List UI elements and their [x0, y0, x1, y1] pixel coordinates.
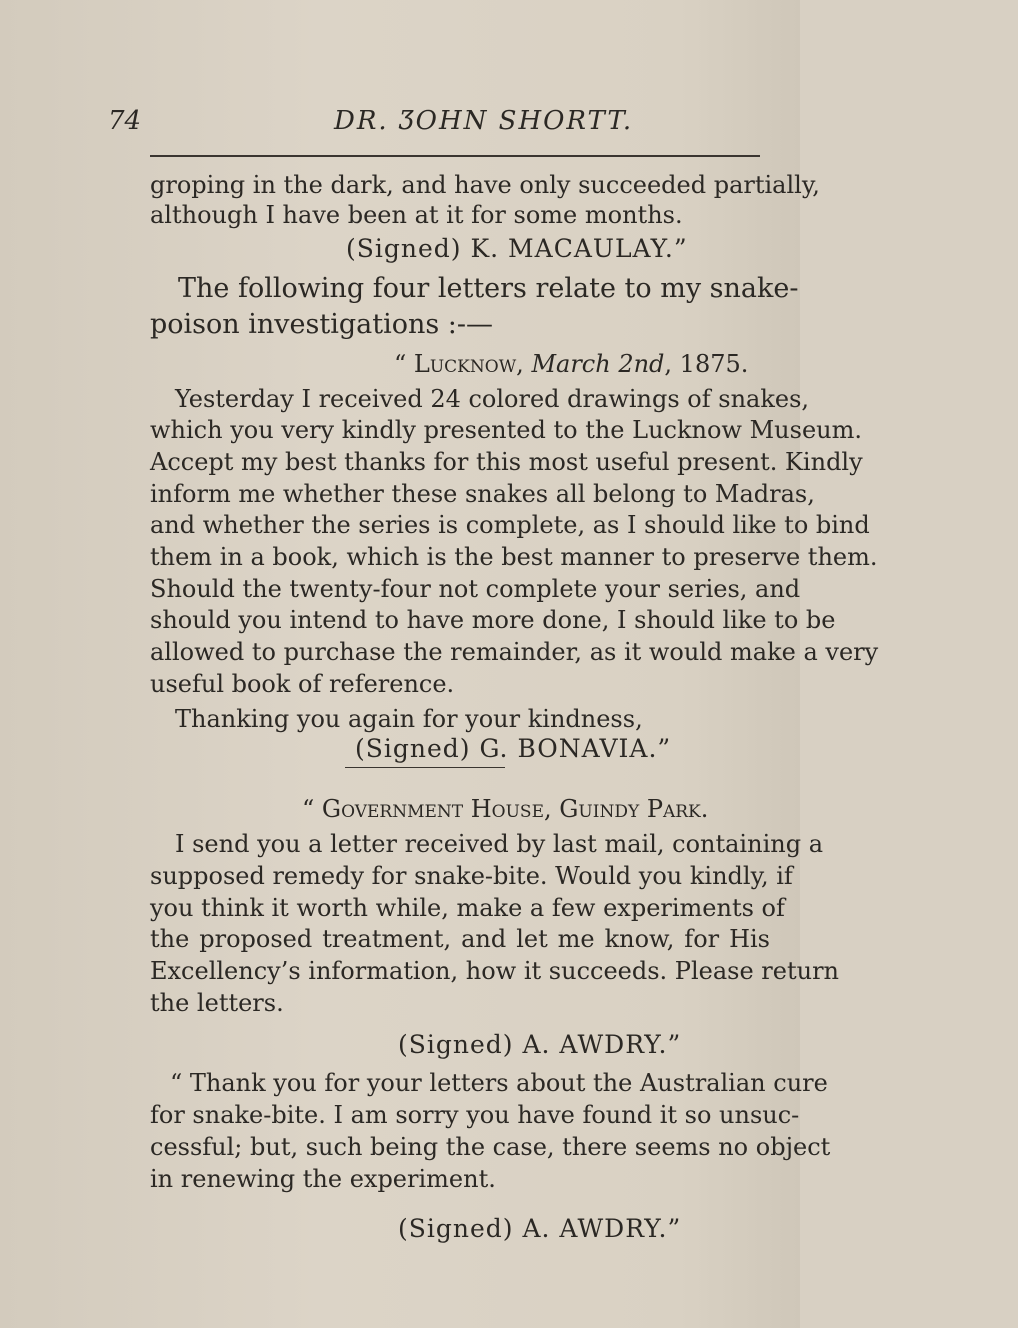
signature-bonavia: (Signed) G. BONAVIA.” — [355, 734, 672, 763]
text-line: Excellency’s information, how it succeeds. Please return — [150, 957, 839, 985]
text-line: groping in the dark, and have only succeeded partially, — [150, 171, 820, 199]
text-line: you think it worth while, make a few experiments of — [150, 894, 785, 922]
signature-awdry-2: (Signed) A. AWDRY.” — [398, 1214, 682, 1243]
text-line: Accept my best thanks for this most useful present. Kindly — [150, 448, 863, 476]
text-line: the proposed treatment, and let me know, for His — [150, 925, 770, 953]
text-line: The following four letters relate to my snake- — [178, 273, 799, 304]
text-line: for snake-bite. I am sorry you have found it so unsuc- — [150, 1101, 800, 1129]
text-line: supposed remedy for snake-bite. Would you kindly, if — [150, 862, 793, 890]
section-rule — [345, 767, 505, 768]
text-line: Thanking you again for your kindness, — [175, 705, 643, 733]
text-line: in renewing the experiment. — [150, 1165, 496, 1193]
text-line: useful book of reference. — [150, 670, 455, 698]
text-line: and whether the series is complete, as I should like to bind — [150, 511, 870, 539]
text-line: inform me whether these snakes all belong to Madras, — [150, 480, 815, 508]
text-line: although I have been at it for some months. — [150, 201, 683, 229]
signature-macaulay: (Signed) K. MACAULAY.” — [346, 234, 688, 263]
signature-awdry-1: (Signed) A. AWDRY.” — [398, 1030, 682, 1059]
page-number: 74 — [108, 106, 142, 136]
page-header — [108, 106, 768, 146]
text-line: poison investigations :-— — [150, 309, 494, 340]
text-line: them in a book, which is the best manner to preserve them. — [150, 543, 878, 571]
header-rule — [150, 155, 760, 157]
text-line: which you very kindly presented to the Lucknow Museum. — [150, 416, 862, 444]
text-line: I send you a letter received by last mail, containing a — [175, 830, 823, 858]
text-line: Yesterday I received 24 colored drawings of snakes, — [175, 385, 810, 413]
text-line: the letters. — [150, 989, 284, 1017]
text-line: should you intend to have more done, I should like to be — [150, 606, 836, 634]
text-line: allowed to purchase the remainder, as it would make a very — [150, 638, 879, 666]
text-line: Should the twenty-four not complete your series, and — [150, 575, 801, 603]
running-head: DR. ƷOHN SHORTT. — [334, 106, 634, 136]
letter-heading-lucknow: “ Lucknow, March 2nd, 1875. — [394, 350, 749, 378]
text-line: cessful; but, such being the case, there seems no object — [150, 1133, 831, 1161]
text-line: “ Thank you for your letters about the Australian cure — [170, 1069, 828, 1097]
letter-heading-government-house: “ Government House, Guindy Park. — [302, 795, 709, 823]
